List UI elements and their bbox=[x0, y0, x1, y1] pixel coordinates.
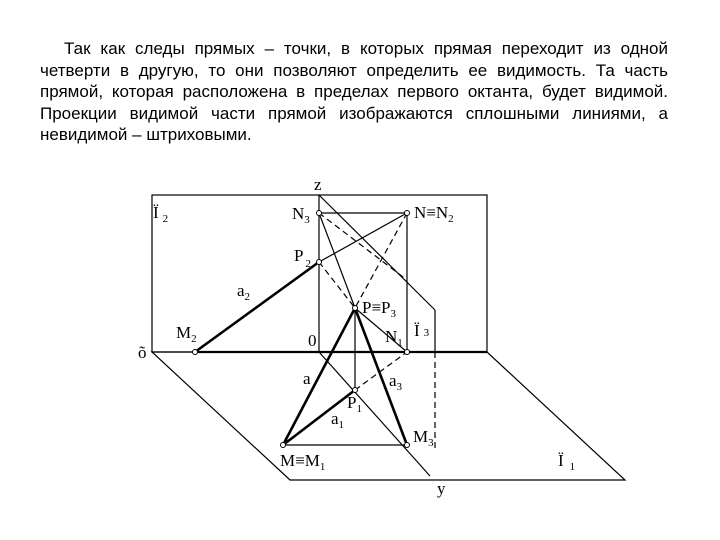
label-x: õ bbox=[138, 343, 147, 362]
line-a2 bbox=[195, 262, 319, 352]
point-m3 bbox=[405, 443, 410, 448]
label-a3: $a_3$ bbox=[389, 371, 403, 393]
line-a1 bbox=[283, 390, 355, 445]
line-a3 bbox=[355, 308, 407, 445]
label-m2: $M_2$ bbox=[176, 323, 197, 345]
point-p1 bbox=[353, 388, 358, 393]
dashed-p2-p bbox=[319, 262, 355, 308]
label-pi1: Ï $_1$ bbox=[558, 451, 576, 473]
point-n3 bbox=[317, 211, 322, 216]
point-p2 bbox=[317, 260, 322, 265]
point-m bbox=[281, 443, 286, 448]
label-m3: $M_3$ bbox=[413, 427, 434, 449]
label-n-n2: $N\equiv N_2$ bbox=[414, 203, 454, 225]
label-p2: P $_2$ bbox=[294, 246, 311, 270]
point-n1 bbox=[405, 350, 410, 355]
label-pi3: Ï 3 bbox=[414, 321, 430, 340]
explanation-paragraph: Так как следы прямых – точки, в которых прямая переходит из одной четверти в другую, то они позволяют определить ее видимость. Та часть прямой, которая расположена в пределах первого октанта, будет видимой. Проекции видимой части прямой изображаются сплошными линиями, а невидимой – штриховыми. bbox=[40, 39, 668, 144]
label-n1: $N_1$ bbox=[385, 327, 403, 349]
label-p1: $P_1$ bbox=[347, 393, 362, 415]
label-a: a bbox=[303, 369, 311, 388]
label-m-m1: $M\equiv M_1$ bbox=[280, 451, 326, 473]
label-origin: 0 bbox=[308, 331, 317, 350]
label-n3: $N_3$ bbox=[292, 204, 310, 226]
point-p bbox=[353, 306, 358, 311]
label-y: y bbox=[437, 479, 446, 498]
label-z: z bbox=[314, 175, 322, 194]
label-p-p3: $P\equiv P_3$ bbox=[362, 298, 396, 320]
point-m2 bbox=[193, 350, 198, 355]
label-a1: $a_1$ bbox=[331, 409, 345, 431]
label-a2: $a_2$ bbox=[237, 281, 251, 303]
point-n2 bbox=[405, 211, 410, 216]
projection-line-n2-p2 bbox=[319, 213, 407, 262]
label-pi2: Ï $_2$ bbox=[153, 203, 169, 225]
